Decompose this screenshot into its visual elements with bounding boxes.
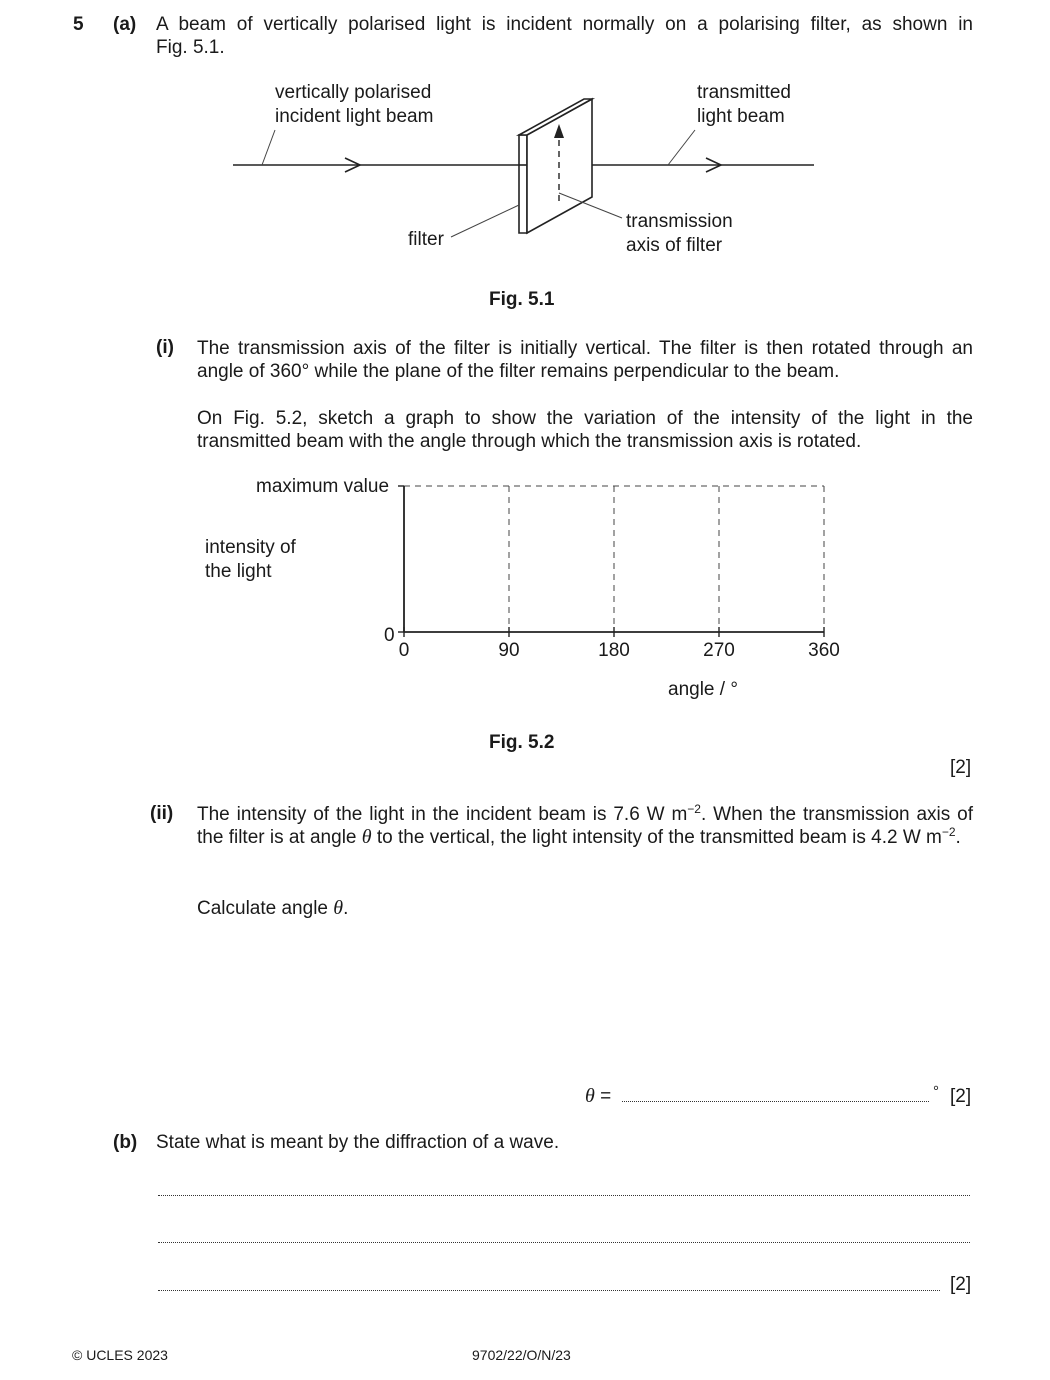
transmitted-intensity-value: 4.2 W m xyxy=(871,827,942,848)
fig-5-2-caption: Fig. 5.2 xyxy=(489,732,555,753)
degree-unit: ° xyxy=(933,1083,939,1100)
part-ii-label: (ii) xyxy=(150,803,174,824)
footer-code: 9702/22/O/N/23 xyxy=(472,1347,571,1363)
part-ii-text-b: . When the transmission axis of the filter is at angle xyxy=(197,804,974,848)
question-number: 5 xyxy=(73,14,84,35)
part-b-text: State what is meant by the diffraction of a wave. xyxy=(156,1132,560,1153)
part-b-marks: [2] xyxy=(950,1274,972,1295)
prompt-text: Calculate angle xyxy=(197,898,334,919)
part-ii-text-c: to the vertical, the light intensity of the transmitted beam is xyxy=(371,827,872,848)
label-transmitted-1: transmitted xyxy=(697,82,791,103)
part-a-text-line2: Fig. 5.1. xyxy=(156,37,225,58)
x-axis-label: angle / ° xyxy=(668,679,738,700)
fig-5-1-caption: Fig. 5.1 xyxy=(489,289,555,310)
answer-equals: = xyxy=(600,1086,612,1107)
y-zero-label: 0 xyxy=(384,625,395,646)
x-tick-label-180: 180 xyxy=(598,640,630,661)
part-a-label: (a) xyxy=(113,14,137,35)
theta-symbol: θ xyxy=(361,826,372,848)
x-tick-label-90: 90 xyxy=(498,640,520,661)
answer-label xyxy=(585,1085,611,1108)
label-incident-2: incident light beam xyxy=(275,106,434,127)
x-tick-label-270: 270 xyxy=(703,640,735,661)
x-tick-label-0: 0 xyxy=(398,640,410,661)
prompt-end: . xyxy=(343,898,349,919)
incident-intensity-exponent: −2 xyxy=(687,802,701,816)
part-ii-text-d: . xyxy=(955,827,961,848)
part-i-label: (i) xyxy=(156,337,174,358)
prompt-theta: θ xyxy=(333,897,344,919)
y-axis-label-2: the light xyxy=(205,561,272,582)
answer-theta: θ xyxy=(585,1085,595,1107)
part-i-text-2: On Fig. 5.2, sketch a graph to show the variation of the intensity of the light in the transmitted beam with the angle through which the transmission axis is rotated. xyxy=(197,408,973,452)
part-ii-text xyxy=(197,803,973,849)
y-axis-label-1: intensity of xyxy=(205,537,296,558)
incident-intensity-value: 7.6 W m xyxy=(613,804,688,825)
part-ii-marks: [2] xyxy=(950,1086,972,1107)
part-i-text-1: The transmission axis of the filter is initially vertical. The filter is then rotated through an angle of 360° while the plane of the filter remains perpendicular to the beam. xyxy=(197,338,973,382)
transmitted-intensity-exponent: −2 xyxy=(941,825,956,839)
label-filter: filter xyxy=(408,229,444,250)
theta-answer-line[interactable] xyxy=(622,1101,929,1102)
part-a-text-line1: A beam of vertically polarised light is incident normally on a polarising filter, as shown in xyxy=(156,14,973,35)
part-i-marks: [2] xyxy=(950,757,972,778)
answer-line-1[interactable] xyxy=(158,1195,970,1196)
label-incident-1: vertically polarised xyxy=(275,82,432,103)
y-max-label: maximum value xyxy=(256,476,390,497)
label-axis-2: axis of filter xyxy=(626,235,723,256)
answer-line-3[interactable] xyxy=(158,1290,940,1291)
answer-line-2[interactable] xyxy=(158,1242,970,1243)
x-tick-label-360: 360 xyxy=(808,640,840,661)
label-axis-1: transmission xyxy=(626,211,733,232)
part-ii-prompt xyxy=(197,897,348,920)
label-transmitted-2: light beam xyxy=(697,106,785,127)
footer-copyright: © UCLES 2023 xyxy=(72,1347,168,1363)
part-b-label: (b) xyxy=(113,1132,138,1153)
part-ii-text-a: The intensity of the light in the incident beam is xyxy=(197,804,614,825)
